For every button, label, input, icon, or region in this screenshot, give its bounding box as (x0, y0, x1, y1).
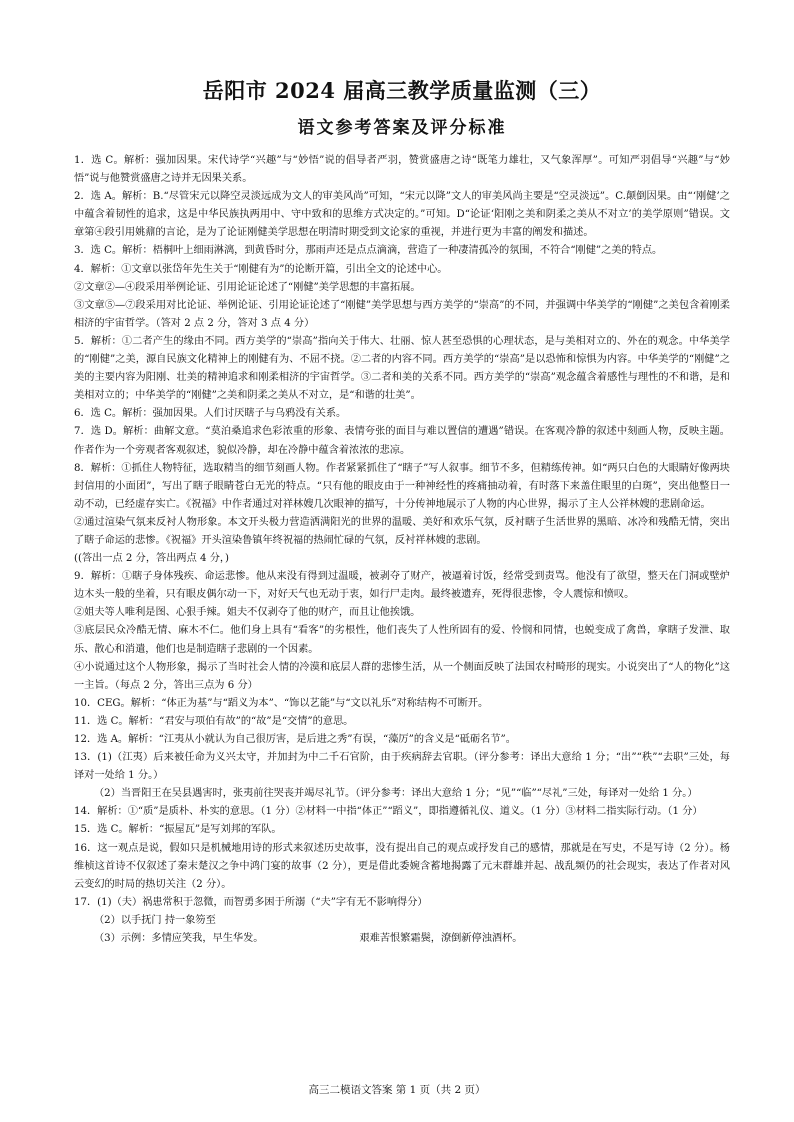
answer-q4-point3: ③文章⑤—⑦段采用对比论证、举例论证、引用论证论述了“刚健”美学思想与西方美学的“崇高”的不同，并强调中华美学的“刚健”之美包含着刚柔相济的宇宙哲学。（答对 2 点 2 分，答对 3 点 4 分） (74, 299, 730, 329)
answer-q8-point2: ②通过渲染气氛来反衬人物形象。本文开头极力营造洒满阳光的世界的温暖、美好和欢乐气氛，反衬瞎子生活世界的黑暗、冰冷和残酷无情，突出了瞎子命运的悲惨。《祝福》开头渲染鲁镇年终祝福的热闹忙碌的气氛，反衬祥林嫂的悲剧。 (74, 516, 730, 546)
answer-q15: 15．选 C。解析：“振屋瓦”是写刘邦的军队。 (74, 824, 282, 836)
answer-q13-part1: 13．(1)（江夷）后来被任命为义兴太守，并加封为中二千石官阶，由于疾病辞去官职。（评分参考：译出大意给 1 分；“出”“秩”“去职”三处，每译对一处给 1 分。） (74, 752, 730, 782)
answer-q10: 10．CEG。解析：“体正为基”与“蹈义为本”、“饰以艺能”与“文以礼乐”对称结构不可断开。 (74, 697, 489, 709)
answer-q7: 7．选 D。解析：曲解文意。“莫泊桑追求色彩浓重的形象、表情夸张的面目与难以置信的遭遇”错误。在客观冷静的叙述中刻画人物，反映主题。作者作为一个旁观者客观叙述，貌似冷静，却在冷静中蕴含着浓浓的悲凉。 (74, 426, 730, 456)
answer-q12: 12．选 A。解析：“江夷从小就认为自己很厉害，是后进之秀”有误，“藻厉”的含义是“砥砺名节”。 (74, 734, 516, 745)
page-subtitle: 语文参考答案及评分标准 (297, 118, 507, 138)
answer-q9-point2: ②姐夫等人唯利是图、心狠手辣。姐夫不仅剥夺了他的财产，而且让他挨饿。 (74, 607, 421, 619)
answer-q17-example-1: （3）示例：多情应笑我，早生华发。 (94, 933, 264, 945)
page-footer: 高三二模语文答案 第 1 页（共 2 页） (308, 1084, 486, 1096)
answer-q11: 11．选 C。解析：“君安与项伯有故”的“故”是“交情”的意思。 (74, 715, 354, 727)
answer-q17-part3 (74, 930, 730, 948)
answer-q17-part2: （2）以手抚门 持一象笏至 (94, 914, 216, 926)
answer-q9-point4: ④小说通过这个人物形象，揭示了当时社会人情的冷漠和底层人群的悲惨生活，从一个侧面反映了法国农村畸形的现实。小说突出了“人的物化”这一主旨。（每点 2 分，答出三点为 6 分） (74, 661, 730, 691)
answer-body (74, 152, 730, 948)
answer-q4-point1: 4．解析：①文章以张岱年先生关于“刚健有为”的论断开篇，引出全文的论述中心。 (74, 263, 448, 275)
answer-q5: 5．解析：①二者产生的缘由不同。西方美学的“崇高”指向关于伟大、壮丽、惊人甚至恐惧的心理状态，是与美相对立的、外在的观念。中华美学的“刚健”之美，源自民族文化精神上的刚健有为、不屈不挠。②二者的内容不同。西方美学的“崇高”是以恐怖和惊惧为内容。中华美学的“刚健”之美的主要内容为阳刚、壮美的精神追求和刚柔相济的宇宙哲学。③二者和美的关系不同。西方美学的“崇高”观念蕴含着感性与理性的不和谐，是和美相对立的；中华美学的“刚健”之美和阴柔之美从不对立，是“和谐的壮美”。 (74, 335, 730, 402)
answer-q13-part2: （2）当晋阳王在吴县遇害时，张夷前往哭丧并竭尽礼节。（评分参考：译出大意给 1 分；“见”“临”“尽礼”三处，每译对一处给 1 分。） (94, 788, 698, 800)
answer-q16: 16．这一观点是说，假如只是机械地用诗的形式来叙述历史故事，没有提出自己的观点或抒发自己的感情，那就是在写史，不是写诗（2 分）。杨维桢这首诗不仅叙述了秦末楚汉之争中鸿门宴的故事（2 分），更是借此委婉含蓄地揭露了元末群雄并起、战乱频仍的社会现实，表达了作者对风云变幻的时局的热切关注（2 分）。 (74, 842, 730, 890)
page-title: 岳阳市 2024 届高三教学质量监测（三） (202, 78, 602, 103)
answer-q8-scoring: ((答出一点 2 分，答出两点 4 分，) (74, 553, 229, 565)
answer-q8-point1: 8．解析：①抓住人物特征，选取精当的细节刻画人物。作者紧紧抓住了“瞎子”写人叙事。细节不多，但精练传神。如“两只白色的大眼睛好像两块封信用的小面团”，写出了瞎子眼睛苍白无光的特点。“只有他的眼皮由于一种神经性的疼痛抽动着，有时落下来盖住眼里的白斑”，突出他整日一动不动，已经虚存实亡。《祝福》中作者通过对祥林嫂几次眼神的描写，十分传神地展示了人物的内心世界，揭示了主人公祥林嫂的悲剧命运。 (74, 462, 730, 510)
answer-q17-part1: 17．(1)（夫）祸患常积于忽微，而智勇多困于所溺（“夫”字有无不影响得分） (74, 896, 428, 908)
answer-q9-point1: 9．解析：①瞎子身体残疾、命运悲惨。他从来没有得到过温暖，被剥夺了财产，被逼着讨饭，经常受到责骂。他没有了欲望，整天在门洞或壁炉边木头一般的坐着，只有眼皮偶尔动一下，对好天气也无动于衷，如行尸走肉。最终被遗弃，死得很悲惨，令人震惊和愤叹。 (74, 571, 730, 601)
answer-q17-example-2: 艰难苦恨繁霜鬓，潦倒新停浊酒杯。 (359, 933, 523, 945)
answer-q6: 6．选 C。解析：强加因果。人们讨厌瞎子与乌鸦没有关系。 (74, 408, 347, 420)
answer-q9-point3: ③底层民众冷酷无情、麻木不仁。他们身上具有“看客”的劣根性，他们丧失了人性所固有的爱、怜悯和同情，也蜕变成了禽兽，拿瞎子发泄、取乐、散心和消遣，他们也是制造瞎子悲剧的一个因素。 (74, 625, 730, 655)
answer-q4-point2: ②文章②—④段采用举例论证、引用论证论述了“刚健”美学思想的丰富拓展。 (74, 281, 421, 293)
answer-q2: 2．选 A。解析：B.“尽管宋元以降空灵淡远成为文人的审美风尚”可知，“宋元以降”文人的审美风尚主要是“空灵淡远”。C.颠倒因果。由“‘刚健’之中蕴含着韧性的追求，这是中华民族执两用中、守中致和的思维方式决定的。”可知。D“论证‘阳刚之美和阴柔之美从不对立’的美学原则”错误。文章第④段引用姚鼐的言论，是为了论证刚健美学思想在明清时期受到文论家的重视，并进行更为丰富的阐发和描述。 (74, 191, 730, 239)
answer-q3: 3．选 C。解析：梧桐叶上细雨淋漓，到黄昏时分，那雨声还是点点滴滴，营造了一种凄清孤冷的氛围，不符合“刚健”之美的特点。 (74, 245, 663, 257)
answer-q14: 14．解析：①“质”是质朴、朴实的意思。（1 分）②材料一中指“体正”“蹈义”，即指遵循礼仪、道义。（1 分）③材料二指实际行动。（1 分） (74, 806, 703, 818)
answer-q1: 1．选 C。解析：强加因果。宋代诗学“兴趣”与“妙悟”说的倡导者严羽，赞赏盛唐之诗“既笔力雄壮，又气象浑厚”。可知严羽倡导“兴趣”与“妙悟”说与他赞赏盛唐之诗并无因果关系。 (74, 155, 730, 185)
